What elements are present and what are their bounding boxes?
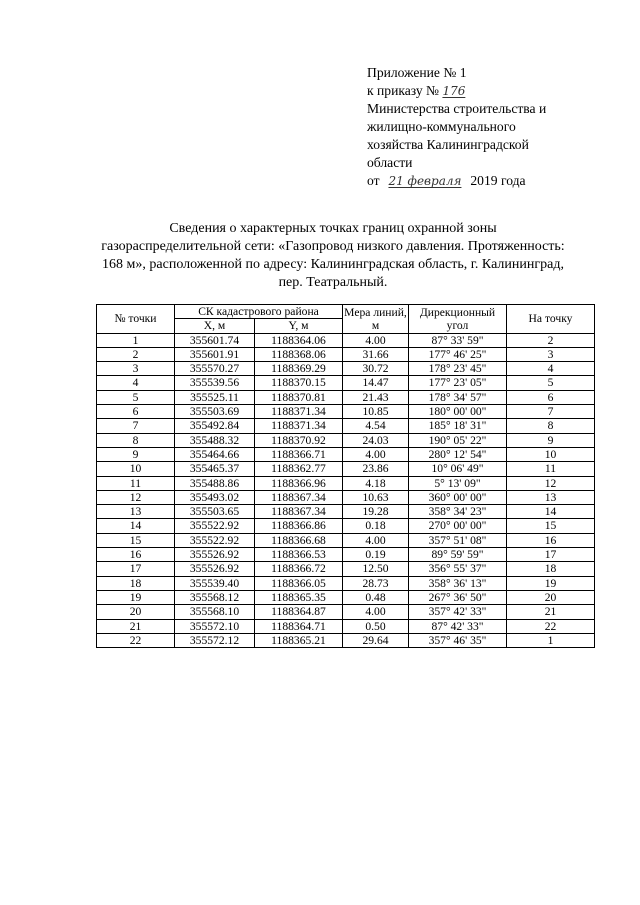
cell-measure: 4.00 (343, 533, 409, 547)
cell-direction: 178° 34' 57" (409, 390, 507, 404)
cell-point-no: 12 (97, 490, 175, 504)
cell-y: 1188364.06 (255, 333, 343, 347)
table-row (97, 476, 595, 490)
cell-measure: 23.86 (343, 462, 409, 476)
table-row (97, 548, 595, 562)
cell-point-no: 22 (97, 633, 175, 647)
order-prefix: к приказу № (367, 83, 440, 98)
ministry-line-1: Министерства строительства и (367, 101, 547, 116)
cell-measure: 0.19 (343, 548, 409, 562)
cell-direction: 358° 34' 23" (409, 505, 507, 519)
cell-point-no: 15 (97, 533, 175, 547)
cell-point-no: 3 (97, 362, 175, 376)
cell-point-no: 17 (97, 562, 175, 576)
cell-measure: 21.43 (343, 390, 409, 404)
cell-x: 355572.12 (175, 633, 255, 647)
table-row (97, 562, 595, 576)
cell-measure: 0.18 (343, 519, 409, 533)
title-line-2: газораспределительной сети: «Газопровод низкого давления. Протяженность: (101, 239, 565, 254)
cell-direction: 177° 23' 05" (409, 376, 507, 390)
cell-y: 1188366.05 (255, 576, 343, 590)
cell-point-no: 13 (97, 505, 175, 519)
cell-to-point: 19 (507, 576, 595, 590)
header-measure: Мера линий, м (344, 305, 407, 332)
cell-direction: 280° 12' 54" (409, 447, 507, 461)
cell-direction: 190° 05' 22" (409, 433, 507, 447)
cell-point-no: 20 (97, 605, 175, 619)
header-direction: Дирекционный угол (409, 305, 507, 334)
table-row (97, 605, 595, 619)
cell-y: 1188370.81 (255, 390, 343, 404)
cell-x: 355526.92 (175, 562, 255, 576)
cell-measure: 12.50 (343, 562, 409, 576)
cell-y: 1188366.86 (255, 519, 343, 533)
cell-direction: 358° 36' 13" (409, 576, 507, 590)
cell-y: 1188364.71 (255, 619, 343, 633)
cell-to-point: 11 (507, 462, 595, 476)
cell-direction: 89° 59' 59" (409, 548, 507, 562)
cell-x: 355570.27 (175, 362, 255, 376)
table-row (97, 490, 595, 504)
cell-to-point: 21 (507, 605, 595, 619)
cell-y: 1188365.21 (255, 633, 343, 647)
appendix-title: Приложение № 1 (367, 65, 467, 80)
cell-point-no: 11 (97, 476, 175, 490)
cell-y: 1188367.34 (255, 505, 343, 519)
cell-direction: 267° 36' 50" (409, 590, 507, 604)
cell-x: 355488.32 (175, 433, 255, 447)
cell-x: 355526.92 (175, 548, 255, 562)
cell-y: 1188368.06 (255, 347, 343, 361)
table-row (97, 519, 595, 533)
cell-direction: 5° 13' 09" (409, 476, 507, 490)
cell-y: 1188365.35 (255, 590, 343, 604)
cell-x: 355568.12 (175, 590, 255, 604)
cell-direction: 185° 18' 31" (409, 419, 507, 433)
cell-to-point: 9 (507, 433, 595, 447)
cell-measure: 30.72 (343, 362, 409, 376)
table-row (97, 433, 595, 447)
cell-to-point: 3 (507, 347, 595, 361)
date-prefix: от (367, 173, 380, 188)
cell-x: 355568.10 (175, 605, 255, 619)
cell-measure: 19.28 (343, 505, 409, 519)
date-line (367, 172, 627, 190)
cell-x: 355464.66 (175, 447, 255, 461)
cell-to-point: 10 (507, 447, 595, 461)
order-line (367, 82, 627, 100)
cell-to-point: 14 (507, 505, 595, 519)
table-row (97, 419, 595, 433)
cell-direction: 360° 00' 00" (409, 490, 507, 504)
cell-x: 355488.86 (175, 476, 255, 490)
cell-point-no: 7 (97, 419, 175, 433)
table-row (97, 333, 595, 347)
header-point-no: № точки (97, 305, 175, 334)
cell-point-no: 9 (97, 447, 175, 461)
cell-point-no: 1 (97, 333, 175, 347)
cell-point-no: 16 (97, 548, 175, 562)
header-x: X, м (175, 319, 255, 333)
cell-y: 1188369.29 (255, 362, 343, 376)
cell-x: 355525.11 (175, 390, 255, 404)
header-to-point: На точку (507, 305, 595, 334)
cell-point-no: 8 (97, 433, 175, 447)
cell-measure: 4.54 (343, 419, 409, 433)
cell-measure: 0.48 (343, 590, 409, 604)
cell-to-point: 15 (507, 519, 595, 533)
ministry-line-2: жилищно-коммунального (367, 119, 516, 134)
cell-point-no: 21 (97, 619, 175, 633)
cell-direction: 87° 33' 59" (409, 333, 507, 347)
cell-measure: 4.18 (343, 476, 409, 490)
table-row (97, 376, 595, 390)
table-row (97, 505, 595, 519)
cell-x: 355493.02 (175, 490, 255, 504)
cell-to-point: 17 (507, 548, 595, 562)
cell-measure: 29.64 (343, 633, 409, 647)
cell-direction: 356° 55' 37" (409, 562, 507, 576)
cell-y: 1188366.53 (255, 548, 343, 562)
cell-x: 355492.84 (175, 419, 255, 433)
cell-to-point: 20 (507, 590, 595, 604)
cell-to-point: 8 (507, 419, 595, 433)
cell-y: 1188366.72 (255, 562, 343, 576)
table-row (97, 576, 595, 590)
cell-to-point: 13 (507, 490, 595, 504)
cell-to-point: 1 (507, 633, 595, 647)
cell-direction: 357° 46' 35" (409, 633, 507, 647)
cell-x: 355539.56 (175, 376, 255, 390)
table-row (97, 447, 595, 461)
order-number-handwritten: 176 (442, 84, 466, 98)
title-line-1: Сведения о характерных точках границ охранной зоны (169, 221, 497, 236)
table-row (97, 390, 595, 404)
cell-measure: 28.73 (343, 576, 409, 590)
date-suffix: 2019 года (470, 173, 526, 188)
cell-to-point: 7 (507, 405, 595, 419)
ministry-line-3: хозяйства Калининградской (367, 137, 529, 152)
cell-y: 1188366.71 (255, 447, 343, 461)
header-y: Y, м (255, 319, 343, 333)
cell-x: 355522.92 (175, 519, 255, 533)
cell-point-no: 5 (97, 390, 175, 404)
cell-point-no: 2 (97, 347, 175, 361)
cell-direction: 357° 51' 08" (409, 533, 507, 547)
cell-measure: 14.47 (343, 376, 409, 390)
cell-measure: 31.66 (343, 347, 409, 361)
cell-measure: 10.63 (343, 490, 409, 504)
cell-point-no: 10 (97, 462, 175, 476)
cell-measure: 4.00 (343, 605, 409, 619)
cell-y: 1188366.96 (255, 476, 343, 490)
table-row (97, 347, 595, 361)
cell-y: 1188364.87 (255, 605, 343, 619)
cell-measure: 4.00 (343, 333, 409, 347)
boundary-points-table (96, 304, 595, 648)
cell-to-point: 2 (507, 333, 595, 347)
cell-y: 1188367.34 (255, 490, 343, 504)
cell-x: 355503.69 (175, 405, 255, 419)
cell-x: 355522.92 (175, 533, 255, 547)
table-row (97, 619, 595, 633)
title-line-3: 168 м», расположенной по адресу: Калининградская область, г. Калининград, (102, 257, 564, 272)
table-body (97, 333, 595, 648)
cell-y: 1188371.34 (255, 419, 343, 433)
cell-to-point: 16 (507, 533, 595, 547)
cell-direction: 87° 42' 33" (409, 619, 507, 633)
cell-to-point: 4 (507, 362, 595, 376)
cell-x: 355601.91 (175, 347, 255, 361)
cell-direction: 10° 06' 49" (409, 462, 507, 476)
cell-x: 355503.65 (175, 505, 255, 519)
cell-to-point: 22 (507, 619, 595, 633)
cell-measure: 4.00 (343, 447, 409, 461)
cell-direction: 177° 46' 25" (409, 347, 507, 361)
cell-direction: 180° 00' 00" (409, 405, 507, 419)
cell-y: 1188362.77 (255, 462, 343, 476)
cell-to-point: 6 (507, 390, 595, 404)
cell-y: 1188370.15 (255, 376, 343, 390)
cell-direction: 357° 42' 33" (409, 605, 507, 619)
date-handwritten: 21 февраля (388, 174, 462, 188)
appendix-header (367, 64, 627, 190)
table-row (97, 462, 595, 476)
cell-x: 355601.74 (175, 333, 255, 347)
cell-point-no: 6 (97, 405, 175, 419)
header-sk-group: СК кадастрового района (175, 305, 343, 319)
cell-measure: 10.85 (343, 405, 409, 419)
cell-point-no: 4 (97, 376, 175, 390)
table-row (97, 405, 595, 419)
table-row (97, 633, 595, 647)
cell-y: 1188371.34 (255, 405, 343, 419)
cell-y: 1188370.92 (255, 433, 343, 447)
cell-point-no: 14 (97, 519, 175, 533)
cell-x: 355572.10 (175, 619, 255, 633)
cell-x: 355539.40 (175, 576, 255, 590)
cell-direction: 178° 23' 45" (409, 362, 507, 376)
ministry-line-4: области (367, 155, 413, 170)
cell-to-point: 18 (507, 562, 595, 576)
cell-x: 355465.37 (175, 462, 255, 476)
cell-point-no: 19 (97, 590, 175, 604)
table-row (97, 362, 595, 376)
title-line-4: пер. Театральный. (278, 275, 388, 290)
cell-direction: 270° 00' 00" (409, 519, 507, 533)
cell-measure: 24.03 (343, 433, 409, 447)
table-row (97, 590, 595, 604)
cell-y: 1188366.68 (255, 533, 343, 547)
document-title (60, 220, 606, 292)
cell-point-no: 18 (97, 576, 175, 590)
cell-to-point: 5 (507, 376, 595, 390)
cell-to-point: 12 (507, 476, 595, 490)
table-row (97, 533, 595, 547)
cell-measure: 0.50 (343, 619, 409, 633)
